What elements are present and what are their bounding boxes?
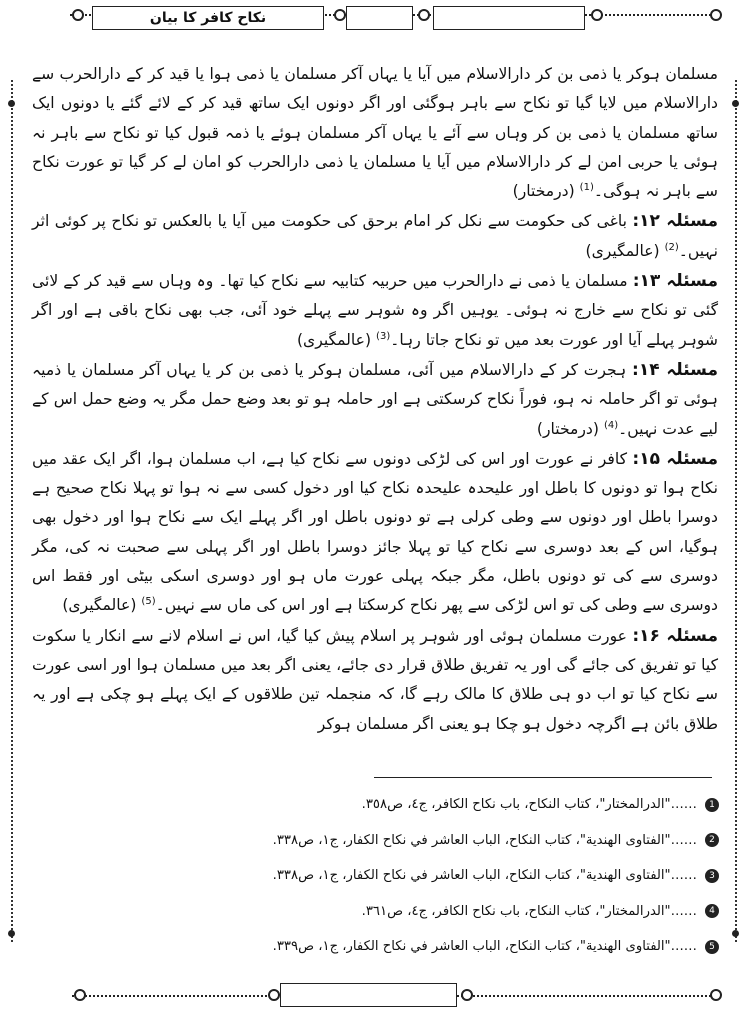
footer-ornament-knot bbox=[268, 989, 280, 1001]
footnote-number: 4 bbox=[705, 904, 719, 918]
footnote: ……"الفتاوى الهندية"، كتاب النكاح، الباب العاشر في نكاح الكفار، ج١، ص٣٣٨. 2 bbox=[60, 823, 719, 859]
source-ref: (عالمگیری) bbox=[585, 241, 660, 260]
footnote: ……"الدرالمختار"، كتاب النكاح، باب نكاح الكافر، ج٤، ص٣٥٨. 1 bbox=[60, 787, 719, 823]
masala-label: مسئلہ ۱۶: bbox=[632, 625, 718, 646]
masala-label: مسئلہ ۱۳: bbox=[632, 271, 718, 292]
paragraph: مسلمان ہوکر یا ذمی بن کر دارالاسلام میں آیا یا یہاں آکر مسلمان یا ذمی ہوا یا قید کر کے دارالحرب سے دارالاسلام میں لایا گیا تو نکاح سے باہر ہوگئی اور اگر دونوں ایک ساتھ قید کر کے لائے گئے یا دونوں ایک ساتھ مسلمان یا ذمی بن کر وہاں سے آئے یا یہاں آکر مسلمان ہوئے یا ذمہ قبول کیا تو نکاح سے باہر نہ ہوئی یا حربی امن لے کر دارالاسلام میں آیا یا مسلمان یا ذمی دارالحرب کو امان لے کر گیا تو عورت نکاح سے باہر نہ ہوگی۔$^{(1)}$ (درمختار) bbox=[32, 65, 718, 201]
masala-label: مسئلہ ۱۴: bbox=[632, 359, 718, 380]
footnote: ……"الدرالمختار"، كتاب النكاح، باب نكاح الكافر، ج٤، ص٣٦١. 4 bbox=[60, 894, 719, 930]
masala-paragraph: مسئلہ ۱۴: ہجرت کر کے دارالاسلام میں آئی، مسلمان ہوکر یا ذمی بن کر یا یہاں آکر مسلمان یا ذمیہ ہوئی تو اگر حاملہ نہ ہو، فوراً نکاح کرسکتی ہے اور حاملہ ہو تو بعد وضع حمل مگر یہ وضع حمل اس کے لیے عدت نہیں۔$^{(4)}$ (درمختار) bbox=[32, 359, 718, 438]
footnotes bbox=[60, 787, 719, 965]
footnote-number: 1 bbox=[705, 798, 719, 812]
footnote-number: 5 bbox=[705, 940, 719, 954]
footnote-ref: (1) bbox=[579, 182, 594, 193]
source-ref: (عالمگیری) bbox=[62, 596, 137, 615]
border-dot bbox=[732, 930, 739, 937]
footer-ornament-knot bbox=[710, 989, 722, 1001]
border-dot bbox=[8, 100, 15, 107]
border-dot bbox=[732, 100, 739, 107]
footer-ornament-knot bbox=[74, 989, 86, 1001]
header-empty-box bbox=[346, 6, 413, 30]
masala-paragraph: مسئلہ ۱۳: مسلمان یا ذمی نے دارالحرب میں حربیہ کتابیہ سے نکاح کیا تھا۔ وہ وہاں سے قید کر کے لائی گئی تو نکاح سے خارج نہ ہوئی۔ یوہیں اگر وہ شوہر سے پہلے خود آئی، جب بھی نکاح باقی ہے اور اگر شوہر پہلے آیا اور عورت بعد میں تو نکاح جاتا رہا۔$^{(3)}$ (عالمگیری) bbox=[32, 271, 718, 349]
source-ref: (عالمگیری) bbox=[296, 330, 372, 349]
footer-ornament-knot bbox=[461, 989, 473, 1001]
header-ornament-knot bbox=[591, 9, 603, 21]
border-dot bbox=[8, 930, 15, 937]
footnote-separator bbox=[374, 777, 712, 778]
footnote: ……"الفتاوى الهندية"، كتاب النكاح، الباب العاشر في نكاح الكفار، ج١، ص٣٣٨. 3 bbox=[60, 858, 719, 894]
header-empty-box bbox=[433, 6, 585, 30]
header-ornament-knot bbox=[72, 9, 84, 21]
footnote-ref: (3) bbox=[376, 330, 391, 342]
footer-box bbox=[280, 983, 457, 1007]
footnote-number: 3 bbox=[705, 869, 719, 883]
right-border bbox=[735, 80, 737, 942]
footnote-ref: (2) bbox=[664, 241, 679, 253]
masala-paragraph: مسئلہ ۱۵: کافر نے عورت اور اس کی لڑکی دونوں سے نکاح کیا ہے، اب مسلمان ہوا، اگر ایک عقد میں نکاح ہوا تو دونوں کا باطل اور علیحدہ علیحدہ نکاح کیا اور دخول کسی سے نہ ہوا تو پہلا نکاح صحیح ہے دوسرا باطل اور دونوں سے وطی کرلی ہے تو دونوں باطل اور اگر پہلے ایک سے نکاح ہوا اور دخول بھی ہوگیا، اس کے بعد دوسری سے نکاح کیا تو پہلا جائز دوسرا باطل اور اگر پہلی سے صحبت نہ کی، مگر دوسری سے کی تو دونوں باطل، مگر جبکہ پہلی عورت ماں ہو اور دوسری اسکی بیٹی اور فقط اس دوسری سے وطی کی تو اس لڑکی سے پھر نکاح کرسکتا ہے اور اس کی ماں سے نہیں۔$^{(5)}$ (عالمگیری) bbox=[32, 448, 718, 615]
footnote: ……"الفتاوى الهندية"، كتاب النكاح، الباب العاشر في نكاح الكفار، ج١، ص٣٣٩. 5 bbox=[60, 929, 719, 965]
left-border bbox=[11, 80, 13, 942]
page-title-box bbox=[92, 6, 324, 30]
page-body bbox=[32, 60, 718, 739]
page-title: نکاح کافر کا بیان bbox=[149, 10, 267, 26]
footnote-ref: (4) bbox=[603, 419, 619, 431]
header-ornament-knot bbox=[334, 9, 346, 21]
masala-paragraph: مسئلہ ۱۶: عورت مسلمان ہوئی اور شوہر پر اسلام پیش کیا گیا، اس نے اسلام لانے سے انکار یا سکوت کیا تو تفریق کی جائے گی اور یہ تفریق طلاق قرار دی جائے، یعنی اگر بعد میں مسلمان ہوا اور اسی عورت سے نکاح کیا تو اب دو ہی طلاق کا مالک رہے گا، کہ منجملہ تین طلاقوں کے ایک پہلے ہو چکی ہے اور یہ طلاق بائن ہے اگرچہ دخول ہو چکا ہو یعنی اگر مسلمان ہوکر bbox=[32, 625, 718, 733]
header-ornament-knot bbox=[418, 9, 430, 21]
masala-label: مسئلہ ۱۲: bbox=[632, 211, 718, 232]
footnote-ref: (5) bbox=[141, 596, 156, 608]
source-ref: (درمختار) bbox=[536, 419, 599, 438]
masala-paragraph: مسئلہ ۱۲: باغی کی حکومت سے نکل کر امام برحق کی حکومت میں آیا یا بالعکس تو نکاح پر کوئی اثر نہیں۔$^{(2)}$ (عالمگیری) bbox=[32, 211, 718, 260]
footnote-number: 2 bbox=[705, 833, 719, 847]
header-ornament-knot bbox=[710, 9, 722, 21]
masala-label: مسئلہ ۱۵: bbox=[632, 448, 718, 469]
source-ref: (درمختار) bbox=[512, 182, 575, 201]
